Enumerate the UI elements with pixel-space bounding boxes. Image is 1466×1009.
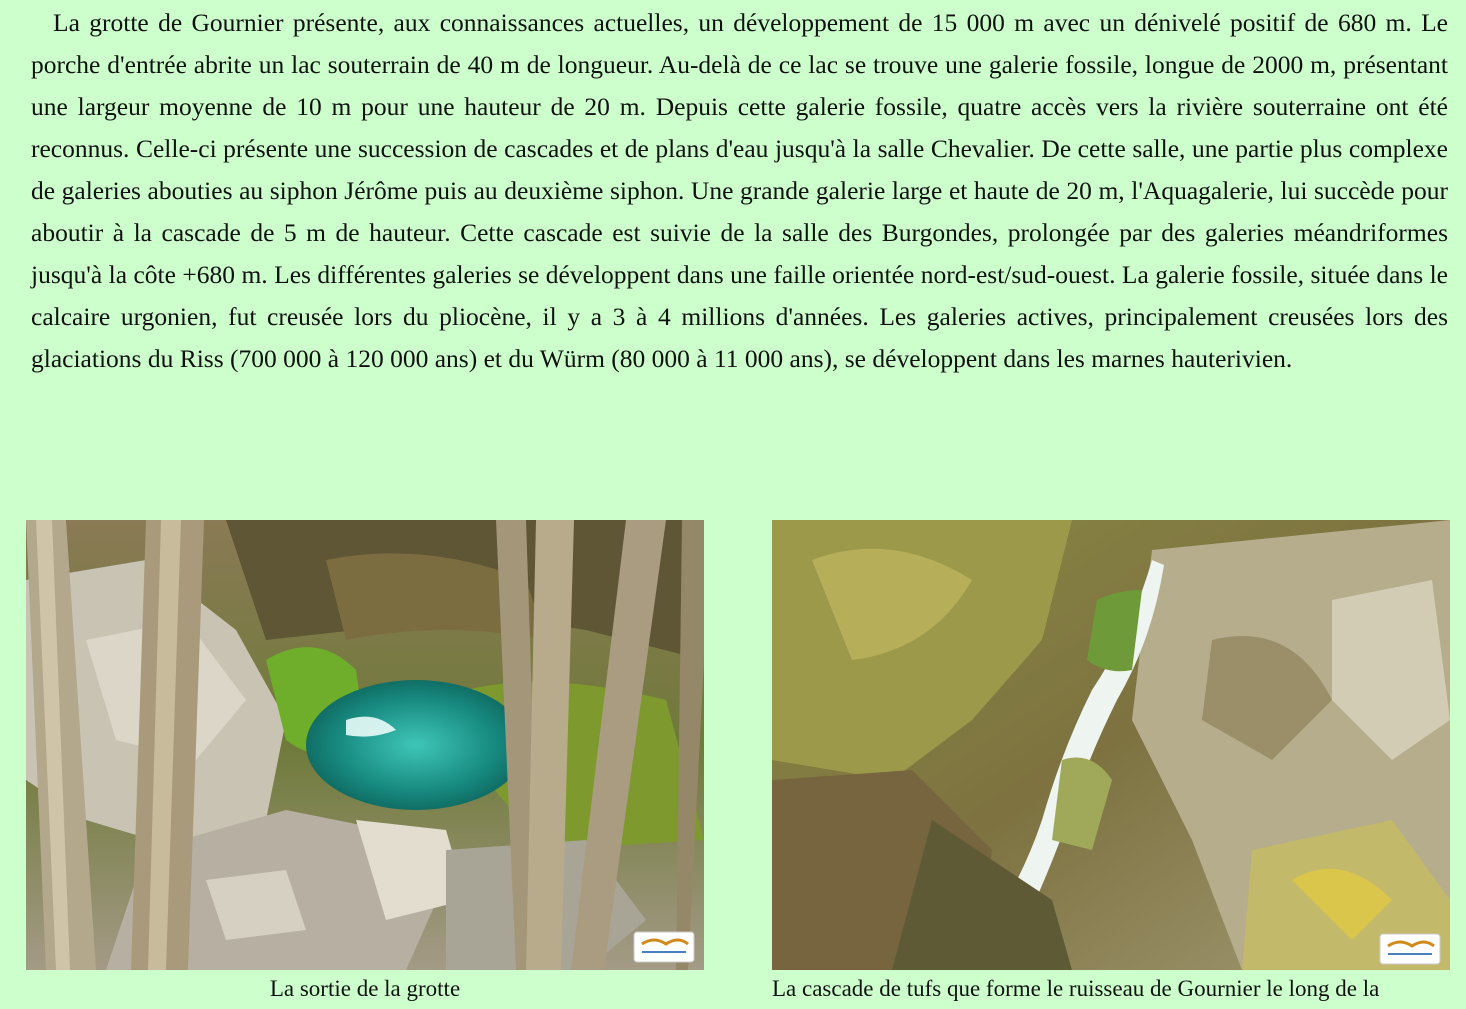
figure-tufa-cascade (772, 520, 1450, 1006)
tufa-cascade-caption: La cascade de tufs que forme le ruisseau de Gournier le long de la (772, 976, 1380, 1001)
cave-exit-photo (26, 520, 704, 970)
cave-exit-caption: La sortie de la grotte (269, 976, 461, 1001)
figure-cave-exit (26, 520, 704, 1006)
tufa-cascade-photo (772, 520, 1450, 970)
article-paragraph: La grotte de Gournier présente, aux connaissances actuelles, un développement de 15 000 m avec un dénivelé positif de 680 m. Le porche d'entrée abrite un lac souterrain de 40 m de longueur. Au-delà de ce lac se trouve une galerie fossile, longue de 2000 m, présentant une largeur moyenne de 10 m pour une hauteur de 20 m. Depuis cette galerie fossile, quatre accès vers la rivière souterraine ont été reconnus. Celle-ci présente une succession de cascades et de plans d'eau jusqu'à la salle Chevalier. De cette salle, une partie plus complexe de galeries abouties au siphon Jérôme puis au deuxième siphon. Une grande galerie large et haute de 20 m, l'Aquagalerie, lui succède pour aboutir à la cascade de 5 m de hauteur. Cette cascade est suivie de la salle des Burgondes, prolongée par des galeries méandriformes jusqu'à la côte +680 m. Les différentes galeries se développent dans une faille orientée nord-est/sud-ouest. La galerie fossile, située dans le calcaire urgonien, fut creusée lors du pliocène, il y a 3 à 4 millions d'années. Les galeries actives, principalement creusées lors des glaciations du Riss (700 000 à 120 000 ans) et du Würm (80 000 à 11 000 ans), se développent dans les marnes hauterivien. (31, 8, 1448, 373)
